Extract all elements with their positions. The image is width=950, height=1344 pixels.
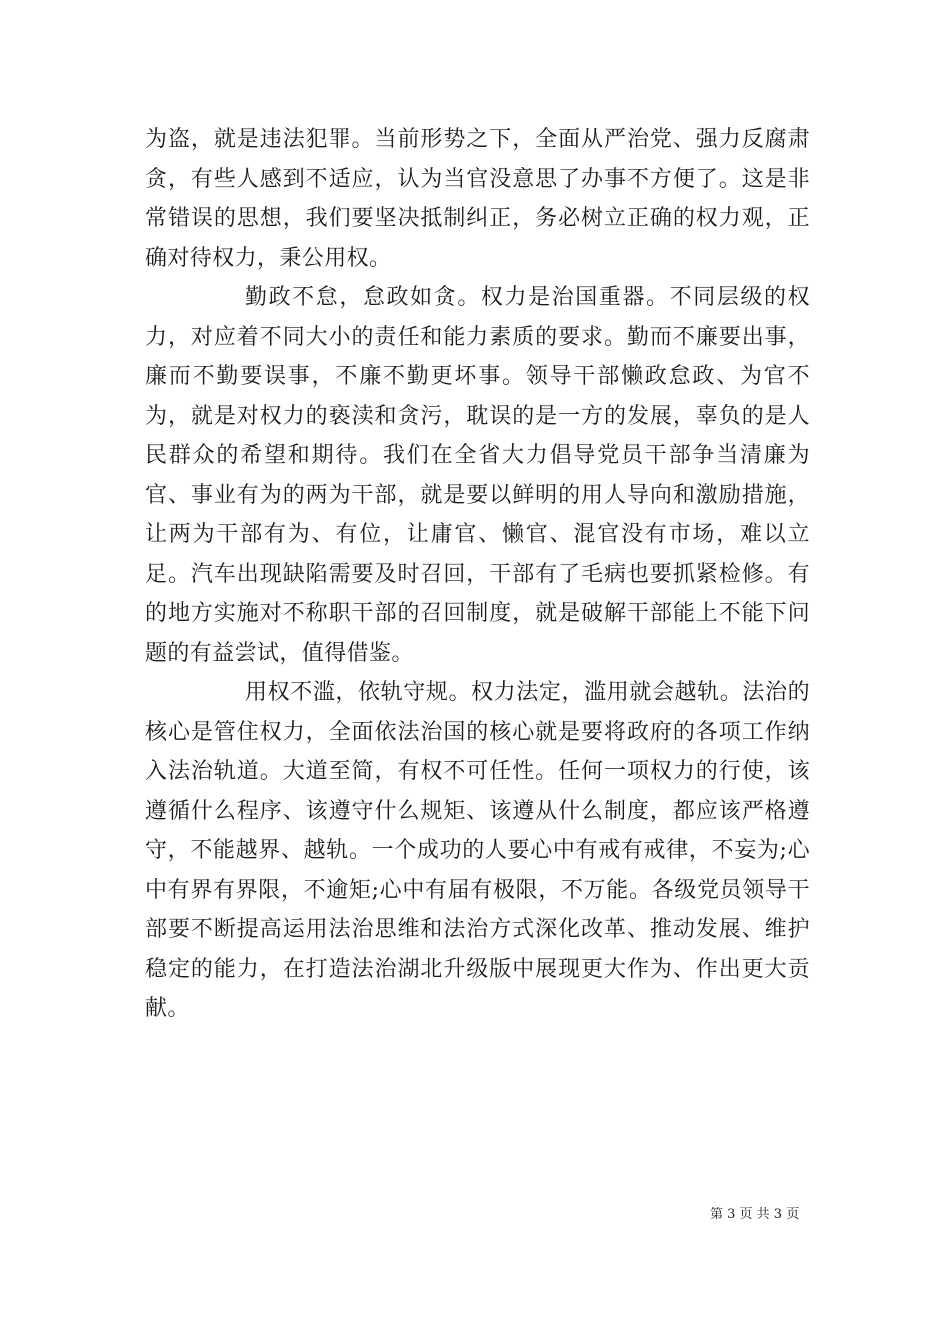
paragraph-rule-of-law: 用权不滥，依轨守规。权力法定，滥用就会越轨。法治的核心是管住权力，全面依法治国的核心就是要将政府的各项工作纳入法治轨道。大道至简，有权不可任性。任何一项权力的行使，该遵循什么程序、该遵守什么规矩、该遵从什么制度，都应该严格遵守，不能越界、越轨。一个成功的人要心中有戒有戒律，不妄为;心中有界有界限，不逾矩;心中有届有极限，不万能。各级党员领导干部要不断提高运用法治思维和法治方式深化改革、推动发展、维护稳定的能力，在打造法治湖北升级版中展现更大作为、作出更大贡献。 <box>145 680 810 1021</box>
paragraph-continued: 为盗，就是违法犯罪。当前形势之下，全面从严治党、强力反腐肃贪，有些人感到不适应，认为当官没意思了办事不方便了。这是非常错误的思想，我们要坚决抵制纠正，务必树立正确的权力观，正确对待权力，秉公用权。 <box>145 127 810 271</box>
document-body <box>145 120 810 1029</box>
page-number-footer: 第 3 页 共 3 页 <box>710 1207 800 1222</box>
paragraph-diligence: 勤政不怠，怠政如贪。权力是治国重器。不同层级的权力，对应着不同大小的责任和能力素质的要求。勤而不廉要出事，廉而不勤要误事，不廉不勤更坏事。领导干部懒政怠政、为官不为，就是对权力的亵渎和贪污，耽误的是一方的发展，辜负的是人民群众的希望和期待。我们在全省大力倡导党员干部争当清廉为官、事业有为的两为干部，就是要以鲜明的用人导向和激励措施，让两为干部有为、有位，让庸官、懒官、混官没有市场，难以立足。汽车出现缺陷需要及时召回，干部有了毛病也要抓紧检修。有的地方实施对不称职干部的召回制度，就是破解干部能上不能下问题的有益尝试，值得借鉴。 <box>145 285 810 666</box>
